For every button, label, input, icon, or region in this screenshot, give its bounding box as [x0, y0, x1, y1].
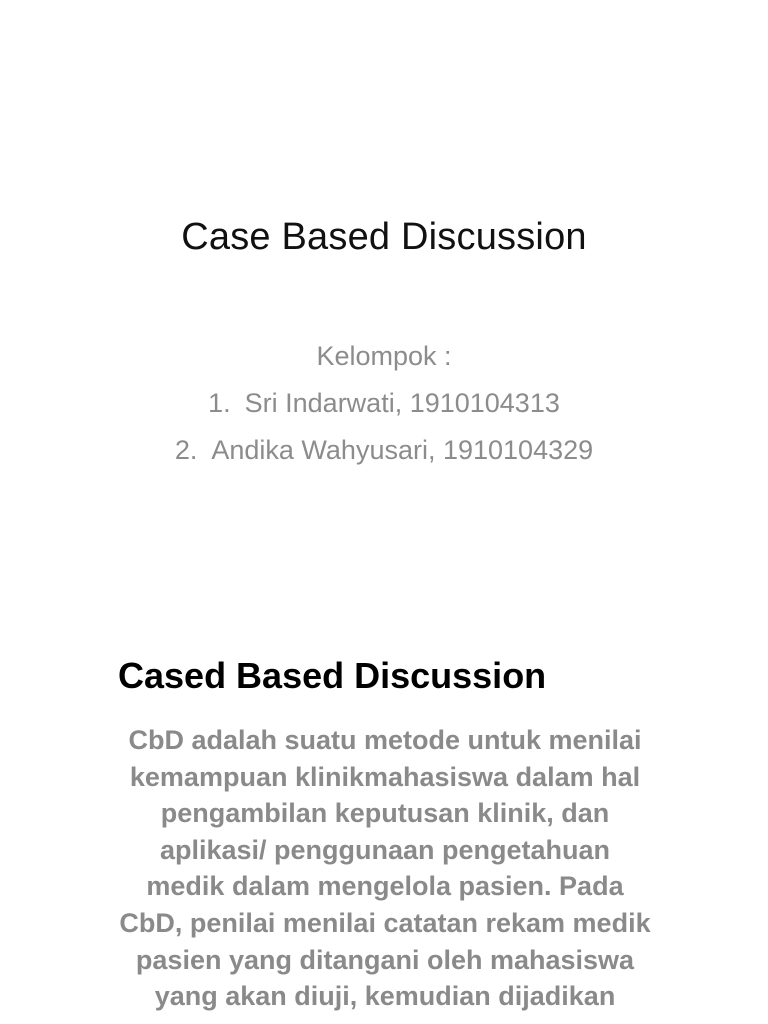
body-line: CbD, penilai menilai catatan rekam medik	[119, 907, 651, 938]
body-line: medik dalam mengelola pasien. Pada	[146, 871, 624, 902]
body-line: pengambilan keputusan klinik, dan	[160, 798, 610, 829]
member-number: 1.	[208, 388, 231, 418]
body-line: kemampuan klinikmahasiswa dalam hal	[129, 761, 641, 792]
member-name: Sri Indarwati, 1910104313	[244, 388, 560, 418]
member-number: 2.	[174, 435, 198, 465]
group-label: Kelompok :	[316, 341, 452, 371]
body-line: yang akan diuji, kemudian dijadikan	[154, 981, 616, 1012]
member-item	[0, 380, 768, 427]
member-name: Andika Wahyusari, 1910104329	[211, 435, 594, 465]
body-line: aplikasi/ penggunaan pengetahuan	[159, 834, 611, 865]
content-slide	[0, 576, 768, 1024]
content-slide-body	[60, 722, 710, 1015]
body-line: pasien yang ditangani oleh mahasiswa	[135, 944, 635, 975]
content-slide-title: Cased Based Discussion	[118, 655, 547, 696]
body-line: CbD adalah suatu metode untuk menilai	[128, 725, 642, 755]
slide-subtitle	[0, 333, 768, 474]
slide-title: Case Based Discussion	[181, 216, 587, 258]
member-item	[0, 427, 768, 474]
